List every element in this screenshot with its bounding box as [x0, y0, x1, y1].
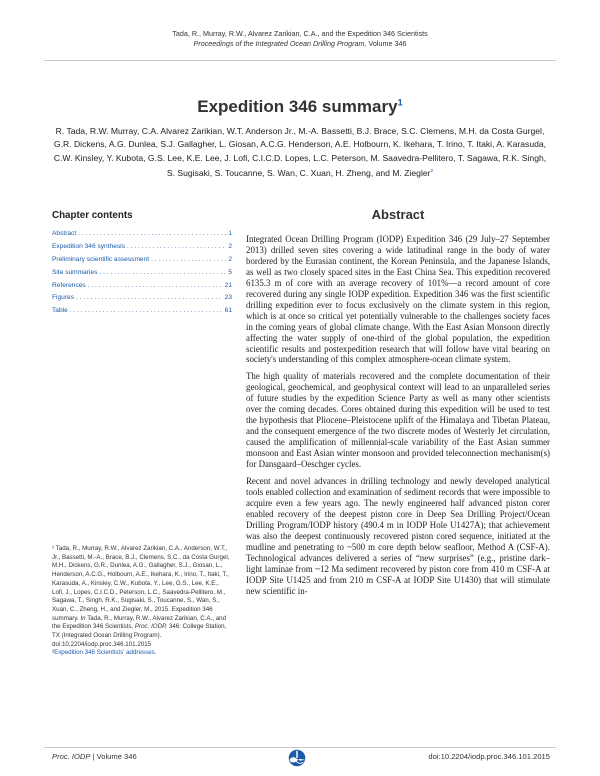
toc-leader-dots	[76, 294, 223, 301]
toc-item[interactable]	[52, 256, 232, 269]
toc-item-page: 2	[228, 242, 232, 250]
toc-item-label: Abstract	[52, 230, 77, 237]
toc-item-label: Figures	[52, 294, 74, 302]
toc-leader-dots	[99, 269, 226, 276]
toc-item[interactable]	[52, 282, 232, 295]
header-rule	[44, 60, 556, 61]
toc-item[interactable]	[52, 294, 232, 307]
abstract-body	[246, 234, 550, 603]
footer-rule	[44, 747, 556, 748]
toc-item-label: Table	[52, 307, 68, 315]
toc-item-label: Site summaries	[52, 268, 98, 276]
toc-item-page: 21	[224, 281, 232, 289]
toc-item-label: Expedition 346 synthesis	[52, 242, 125, 250]
scientists-addresses-link[interactable]: Expedition 346 Scientists' addresses.	[54, 649, 157, 657]
title-footnote: ¹ Tada, R., Murray, R.W., Alvarez Zarikian, C.A., Anderson, W.T., Jr., Bassetti, M.-A., Brace, B.J., Clemens, S.C., da Costa Gurgel, M.H., Dickens, G.R., Dunlea, A.G., Gallagher, S.J., Giosan, L., Henderson, A.C.G., Holbourn, A.E., Ikehara, K., Irino, T., Itaki, T., Karasuda, A., Kinsley, C.W., Kubota, Y., Lee, G.S., Lee, K.E., Lofi, J., Lopes, C.I.C.D., Peterson, L.C., Saavedra-Pellitero, M., Sagawa, T., Singh, R.K., Sugisaki, S., Toucanne, S., Wan, S., Xuan, C., Zheng, H., and Ziegler, M., 2015. Expedition 346 summary. In Tada, R., Murray, R.W., Alvarez Zarikian, C.A., and the Expedition 346 Scientists, Proc. IODP, 346: College Station, TX (Integrated Ocean Drilling Program). doi:10.2204/iodp.proc.346.101.2015 ²Expedition 346 Scientists' addresses.	[52, 545, 230, 657]
toc-item-label: Preliminary scientific assessment	[52, 255, 150, 263]
toc-leader-dots	[78, 230, 226, 237]
toc-item-page: 23	[224, 294, 232, 302]
toc-leader-dots	[88, 282, 223, 289]
abstract-heading: Abstract	[371, 207, 425, 222]
toc-list	[52, 230, 232, 320]
footer-journal: Proc. IODP | Volume 346	[52, 752, 137, 761]
authors-footnote-link[interactable]: 2	[430, 169, 434, 175]
toc-item-page: 61	[224, 307, 232, 315]
iodp-logo-icon	[288, 749, 306, 767]
toc-leader-dots	[127, 243, 226, 250]
toc-leader-dots	[70, 307, 223, 314]
chapter-contents	[52, 210, 232, 320]
toc-item-page: 5	[228, 268, 232, 276]
toc-item[interactable]	[52, 269, 232, 282]
header-citation-line1: Tada, R., Murray, R.W., Alvarez Zarikian, C.A., and the Expedition 346 Scientists	[172, 29, 428, 38]
abstract-paragraph: The high quality of materials recovered and the complete documentation of their geological, geochemical, and geophysical context will lead to an unparalleled series of future studies by the expedition Science Party as well as many other scientists over the coming decades. Cores obtained during this expedition will be used to test the hypothesis that Pliocene–Pleistocene uplift of the Himalaya and Tibetan Plateau, and the consequent emergence of the two discrete modes of Westerly Jet circulation, caused the amplification of millennial-scale variability of the East Asian summer monsoon and East Asian winter monsoon and provided teleconnection mechanism(s) for Dansgaard–Oeschger cycles.	[246, 371, 550, 470]
header-citation-line2: Proceedings of the Integrated Ocean Drilling Program, Volume 346	[193, 39, 407, 48]
toc-item[interactable]	[52, 307, 232, 320]
abstract-paragraph: Recent and novel advances in drilling technology and newly developed analytical tools enabled collection and examination of sediment records that were impossible to acquire even a few years ago. The newly engineered half advanced piston corer enabled recovery of the deepest piston core in Deep Sea Drilling Project/Ocean Drilling Program/IODP history (490.4 m in IODP Hole U1427A); that achievement was also the deepest continuously recovered piston cored sequence, initiated at the mudline and penetrating to ~500 m core depth below seafloor, Method A (CSF-A). Technological advances delivered a series of “new surprises” (e.g., pristine dark–light laminae from ~12 Ma sediment recovered by piston core from 410 m CSF-A at IODP Site U1425 and from 210 m CSF-A at IODP Site U1430) that will stimulate new scientific in-	[246, 476, 550, 596]
toc-leader-dots	[151, 256, 226, 263]
page-title: Expedition 346 summary$^1$	[197, 97, 403, 116]
author-list: R. Tada, R.W. Murray, C.A. Alvarez Zarikian, W.T. Anderson Jr., M.-A. Bassetti, B.J. Brace, S.C. Clemens, M.H. da Costa Gurgel, G.R. Dickens, A.G. Dunlea, S.J. Gallagher, L. Giosan, A.C.G. Henderson, A.E. Holbourn, K. Ikehara, T. Irino, T. Itaki, A. Karasuda, C.W. Kinsley, Y. Kubota, G.S. Lee, K.E. Lee, J. Lofi, C.I.C.D. Lopes, L.C. Peterson, M. Saavedra-Pellitero, T. Sagawa, R.K. Singh, S. Sugisaki, S. Toucanne, S. Wan, C. Xuan, H. Zheng, and M. Ziegler$^2$	[53, 126, 547, 179]
toc-item[interactable]	[52, 243, 232, 256]
toc-item-label: References	[52, 281, 86, 289]
contents-heading: Chapter contents	[52, 210, 133, 221]
abstract-paragraph: Integrated Ocean Drilling Program (IODP) Expedition 346 (29 July–27 September 2013) drilled seven sites covering a wide latitudinal range in the body of water bordered by the Eurasian continent, the Korean Peninsula, and the Japanese Islands, as well as two closely spaced sites in the East China Sea. This expedition recovered 6135.3 m of core with an average recovery of 101%—a record amount of core recovered during any single IODP expedition. Expedition 346 was the first scientific drilling expedition ever to focus exclusively on the climate system in this region, which is at once so critical yet potentially vulnerable to the challenges society faces in the coming years of global climate change. With the East Asian Monsoon directly affecting the water supply of one-third of the global population, the expedition scientific results and postexpedition research that will follow have vital bearing on society's understanding of this complex atmosphere-ocean climate system.	[246, 234, 550, 365]
footer-doi: doi:10.2204/iodp.proc.346.101.2015	[428, 752, 550, 761]
title-footnote-link[interactable]: 1	[397, 97, 403, 108]
toc-item-page: 1	[228, 230, 232, 237]
running-header	[0, 29, 600, 49]
toc-item[interactable]	[52, 230, 232, 243]
toc-item-page: 2	[228, 255, 232, 263]
